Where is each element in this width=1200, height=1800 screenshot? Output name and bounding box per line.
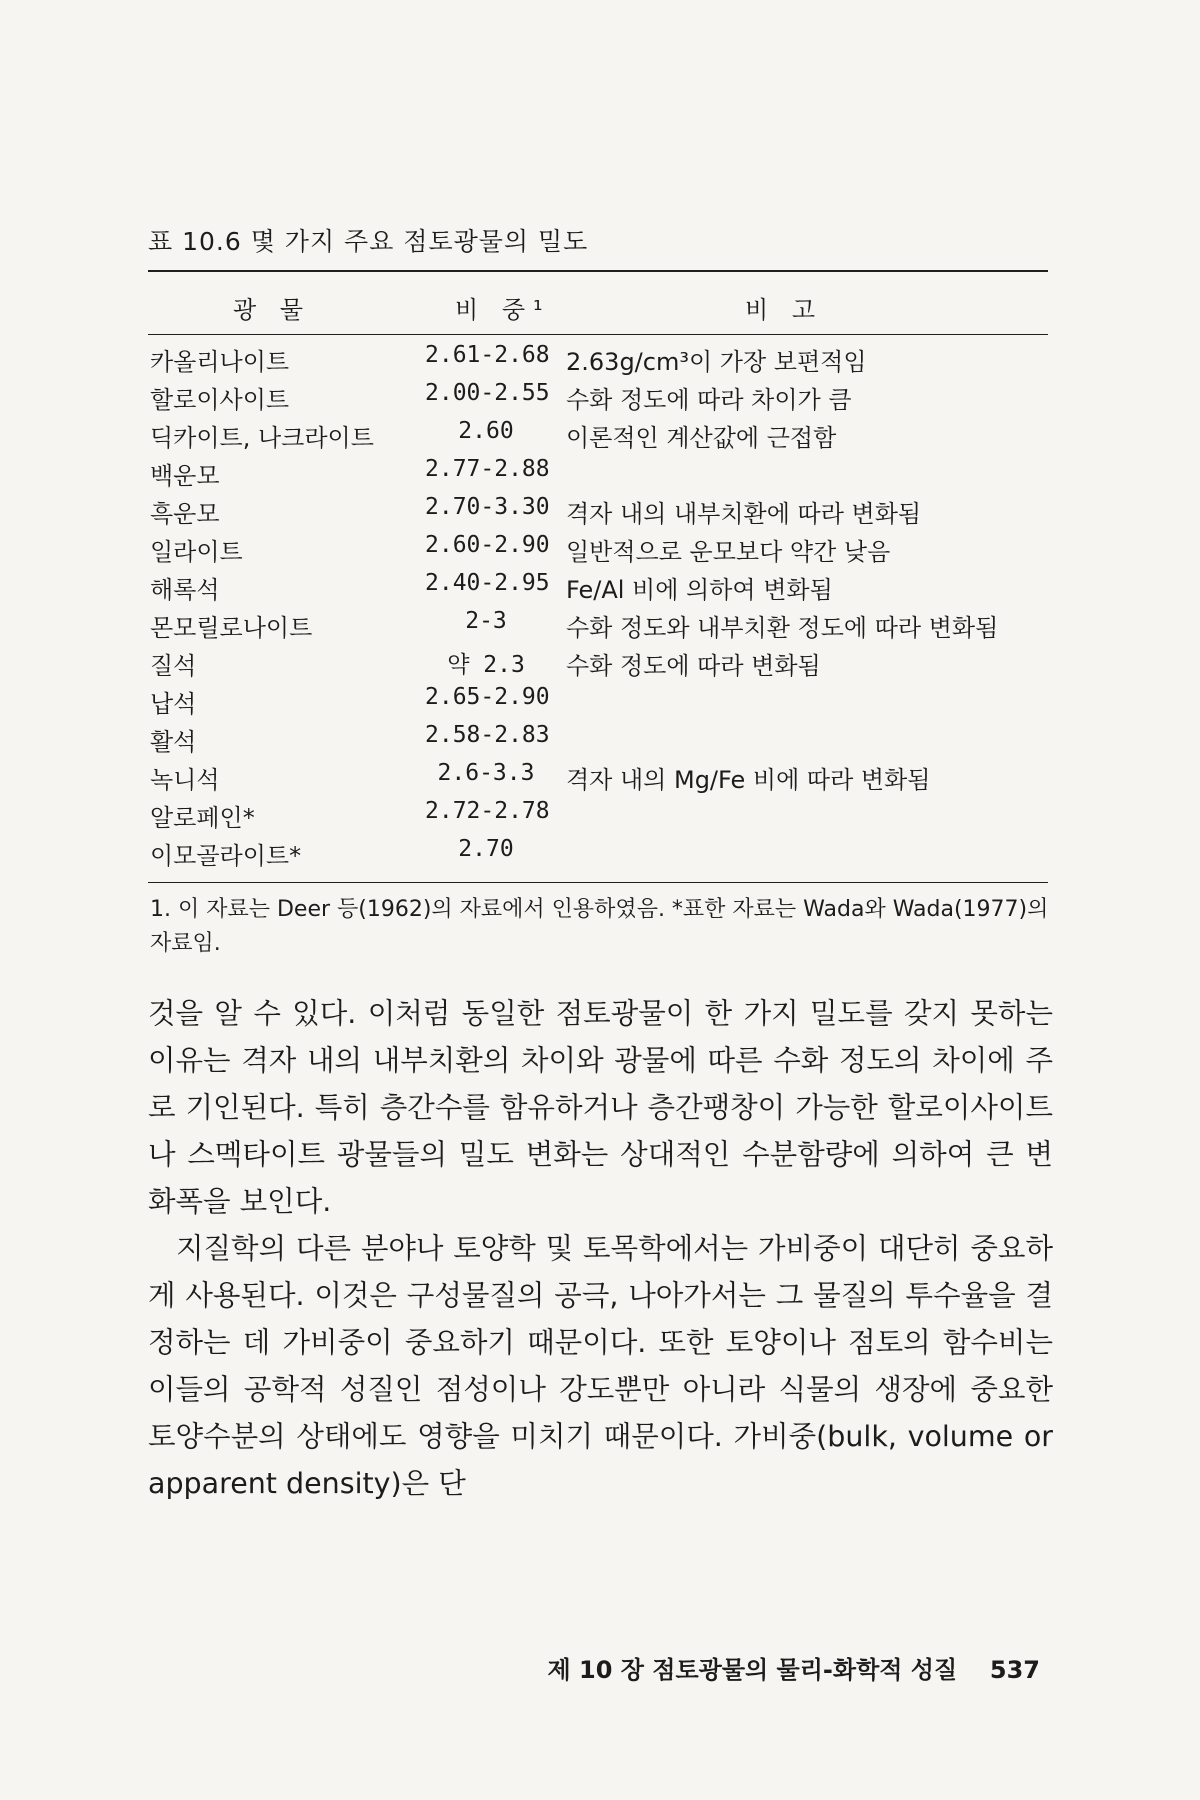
density-value: 2.40-2.95 (425, 570, 550, 596)
mineral-name: 질석 (150, 652, 197, 680)
table-top-rule (148, 270, 1048, 272)
page-number: 537 (989, 1656, 1040, 1684)
remark: Fe/Al 비에 의하여 변화됨 (566, 576, 833, 604)
remark: 이론적인 계산값에 근접함 (566, 424, 837, 452)
paragraph-1: 것을 알 수 있다. 이처럼 동일한 점토광물이 한 가지 밀도를 갖지 못하는 이유는 격자 내의 내부치환의 차이와 광물에 따른 수화 정도의 차이에 주로 기인된다. 특히 층간수를 함유하거나 층간팽창이 가능한 할로이사이트나 스멕타이트 광물들의 밀도 변화는 상대적인 수분함량에 의하여 큰 변화폭을 보인다. (148, 997, 1053, 1218)
mineral-name: 녹니석 (150, 766, 220, 794)
table-row (0, 418, 1200, 456)
table-row (0, 380, 1200, 418)
header-mineral: 광 물 (233, 296, 311, 324)
density-value: 2.60-2.90 (425, 532, 550, 558)
table-row (0, 684, 1200, 722)
density-value: 2.77-2.88 (425, 456, 550, 482)
remark: 수화 정도와 내부치환 정도에 따라 변화됨 (566, 614, 999, 642)
density-value: 2.65-2.90 (425, 684, 550, 710)
table-row (0, 722, 1200, 760)
mineral-name: 알로페인* (150, 804, 255, 832)
remark: 수화 정도에 따라 변화됨 (566, 652, 821, 680)
table-row (0, 760, 1200, 798)
table-row (0, 608, 1200, 646)
remark: 수화 정도에 따라 차이가 큼 (566, 386, 852, 414)
remark: 격자 내의 내부치환에 따라 변화됨 (566, 500, 922, 528)
body-text (148, 990, 1053, 1507)
table-row (0, 646, 1200, 684)
density-value: 2-3 (465, 608, 507, 634)
mineral-name: 일라이트 (150, 538, 243, 566)
table-row (0, 456, 1200, 494)
density-value: 2.60 (458, 418, 514, 444)
mineral-name: 카올리나이트 (150, 348, 290, 376)
mineral-name: 이모골라이트* (150, 842, 302, 870)
table-header-rule (148, 334, 1048, 335)
remark: 일반적으로 운모보다 약간 낮음 (566, 538, 891, 566)
table-footnote: 1. 이 자료는 Deer 등(1962)의 자료에서 인용하였음. *표한 자료는 Wada와 Wada(1977)의 자료임. (150, 897, 1049, 956)
density-value: 2.72-2.78 (425, 798, 550, 824)
density-value: 약 2.3 (447, 652, 525, 678)
table-row (0, 494, 1200, 532)
density-value: 2.70-3.30 (425, 494, 550, 520)
density-value: 2.58-2.83 (425, 722, 550, 748)
mineral-name: 몬모릴로나이트 (150, 614, 313, 642)
table-caption: 표 10.6 몇 가지 주요 점토광물의 밀도 (148, 227, 589, 256)
table-bottom-rule (148, 882, 1048, 883)
density-value: 2.00-2.55 (425, 380, 550, 406)
mineral-name: 흑운모 (150, 500, 220, 528)
header-note: 비 고 (745, 296, 823, 324)
header-density: 비 중¹ (455, 296, 551, 324)
mineral-name: 활석 (150, 728, 197, 756)
chapter-title: 제 10 장 점토광물의 물리-화학적 성질 (547, 1656, 958, 1684)
paragraph-2: 지질학의 다른 분야나 토양학 및 토목학에서는 가비중이 대단히 중요하게 사용된다. 이것은 구성물질의 공극, 나아가서는 그 물질의 투수율을 결정하는 데 가비중이 중요하기 때문이다. 또한 토양이나 점토의 함수비는 이들의 공학적 성질인 점성이나 강도뿐만 아니라 식물의 생장에 중요한 토양수분의 상태에도 영향을 미치기 때문이다. 가비중(bulk, volume or apparent density)은 단 (148, 1232, 1053, 1500)
remark: 격자 내의 Mg/Fe 비에 따라 변화됨 (566, 766, 931, 794)
table-row (0, 570, 1200, 608)
mineral-name: 납석 (150, 690, 197, 718)
mineral-name: 할로이사이트 (150, 386, 290, 414)
remark: 2.63g/cm³이 가장 보편적임 (566, 348, 867, 376)
table-row (0, 798, 1200, 836)
table-row (0, 342, 1200, 380)
mineral-name: 딕카이트, 나크라이트 (150, 424, 374, 452)
table-row (0, 532, 1200, 570)
density-value: 2.61-2.68 (425, 342, 550, 368)
density-value: 2.70 (458, 836, 514, 862)
table-row (0, 836, 1200, 874)
mineral-name: 백운모 (150, 462, 220, 490)
density-value: 2.6-3.3 (437, 760, 535, 786)
running-footer (547, 1650, 1040, 1685)
mineral-name: 해록석 (150, 576, 220, 604)
